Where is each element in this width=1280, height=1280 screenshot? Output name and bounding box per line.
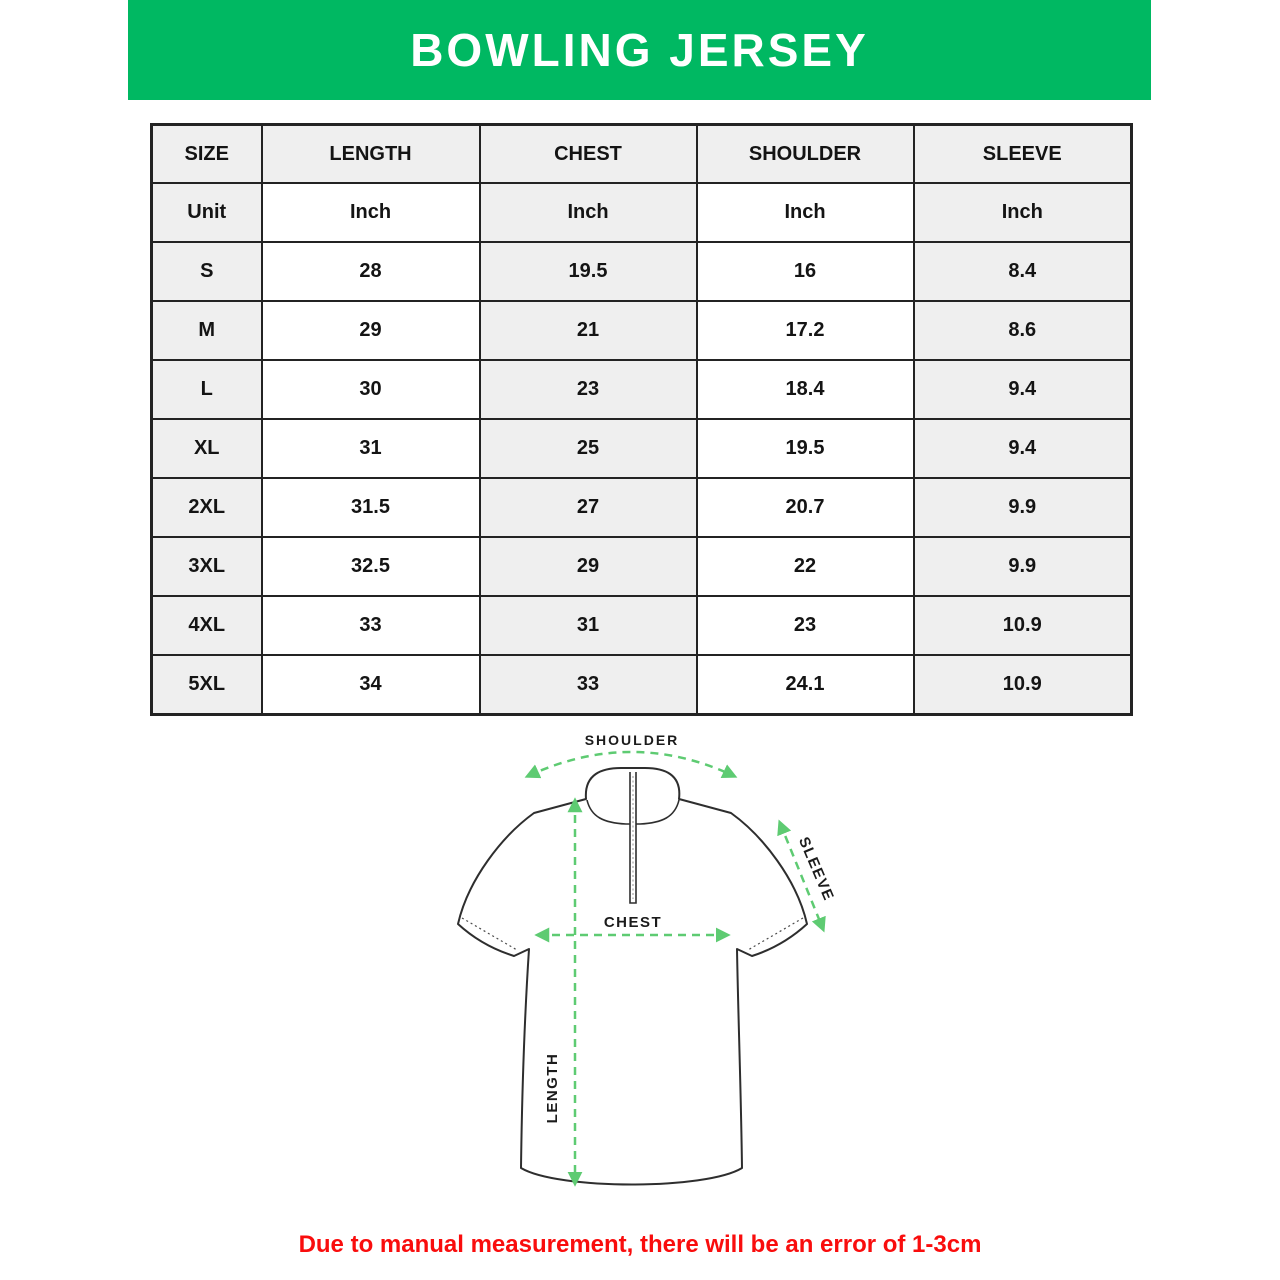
measurement-cell: 20.7 <box>697 478 914 537</box>
measurement-cell: 27 <box>480 478 697 537</box>
measurement-cell: 23 <box>697 596 914 655</box>
unit-cell: Inch <box>914 183 1132 242</box>
size-label: 3XL <box>152 537 262 596</box>
shoulder-measure-label: SHOULDER <box>584 732 680 748</box>
measurement-cell: 19.5 <box>480 242 697 301</box>
measurement-cell: 9.9 <box>914 478 1132 537</box>
chest-measure-label: CHEST <box>603 914 663 931</box>
measurement-cell: 16 <box>697 242 914 301</box>
table-row-s <box>152 242 1132 301</box>
measurement-cell: 22 <box>697 537 914 596</box>
unit-cell: Inch <box>697 183 914 242</box>
measurement-cell: 8.4 <box>914 242 1132 301</box>
measurement-cell: 9.9 <box>914 537 1132 596</box>
size-label: L <box>152 360 262 419</box>
measurement-cell: 8.6 <box>914 301 1132 360</box>
unit-row-label: Unit <box>152 183 262 242</box>
size-label: 4XL <box>152 596 262 655</box>
measurement-cell: 10.9 <box>914 596 1132 655</box>
size-label: 5XL <box>152 655 262 715</box>
table-row-l <box>152 360 1132 419</box>
measurement-cell: 24.1 <box>697 655 914 715</box>
table-header-row <box>152 125 1132 184</box>
column-header-sleeve: SLEEVE <box>914 125 1132 184</box>
sleeve-measure-label: SLEEVE <box>794 834 838 904</box>
unit-row <box>152 183 1132 242</box>
measurement-cell: 9.4 <box>914 419 1132 478</box>
size-table <box>150 123 1133 716</box>
measurement-note: Due to manual measurement, there will be an error of 1-3cm <box>298 1231 982 1258</box>
table-row-4xl <box>152 596 1132 655</box>
measurement-cell: 25 <box>480 419 697 478</box>
measurement-cell: 9.4 <box>914 360 1132 419</box>
size-label: XL <box>152 419 262 478</box>
measurement-cell: 34 <box>262 655 480 715</box>
table-row-3xl <box>152 537 1132 596</box>
column-header-size: SIZE <box>152 125 262 184</box>
jersey-measurement-diagram <box>425 698 865 1210</box>
measurement-cell: 17.2 <box>697 301 914 360</box>
size-label: S <box>152 242 262 301</box>
unit-cell: Inch <box>480 183 697 242</box>
measurement-cell: 19.5 <box>697 419 914 478</box>
measurement-cell: 28 <box>262 242 480 301</box>
table-row-2xl <box>152 478 1132 537</box>
column-header-shoulder: SHOULDER <box>697 125 914 184</box>
measurement-cell: 32.5 <box>262 537 480 596</box>
measurement-cell: 33 <box>262 596 480 655</box>
measurement-cell: 33 <box>480 655 697 715</box>
table-row-xl <box>152 419 1132 478</box>
measurement-cell: 29 <box>262 301 480 360</box>
column-header-length: LENGTH <box>262 125 480 184</box>
table-row-m <box>152 301 1132 360</box>
measurement-cell: 31.5 <box>262 478 480 537</box>
measurement-cell: 23 <box>480 360 697 419</box>
size-label: M <box>152 301 262 360</box>
measurement-cell: 10.9 <box>914 655 1132 715</box>
measurement-cell: 18.4 <box>697 360 914 419</box>
title-banner <box>128 0 1151 100</box>
column-header-chest: CHEST <box>480 125 697 184</box>
size-label: 2XL <box>152 478 262 537</box>
page-title: BOWLING JERSEY <box>410 24 869 76</box>
measurement-cell: 30 <box>262 360 480 419</box>
measurement-cell: 31 <box>480 596 697 655</box>
measurement-cell: 29 <box>480 537 697 596</box>
measurement-cell: 31 <box>262 419 480 478</box>
length-measure-label: LENGTH <box>544 1052 561 1124</box>
jersey-outline <box>458 768 807 1185</box>
unit-cell: Inch <box>262 183 480 242</box>
measurement-cell: 21 <box>480 301 697 360</box>
